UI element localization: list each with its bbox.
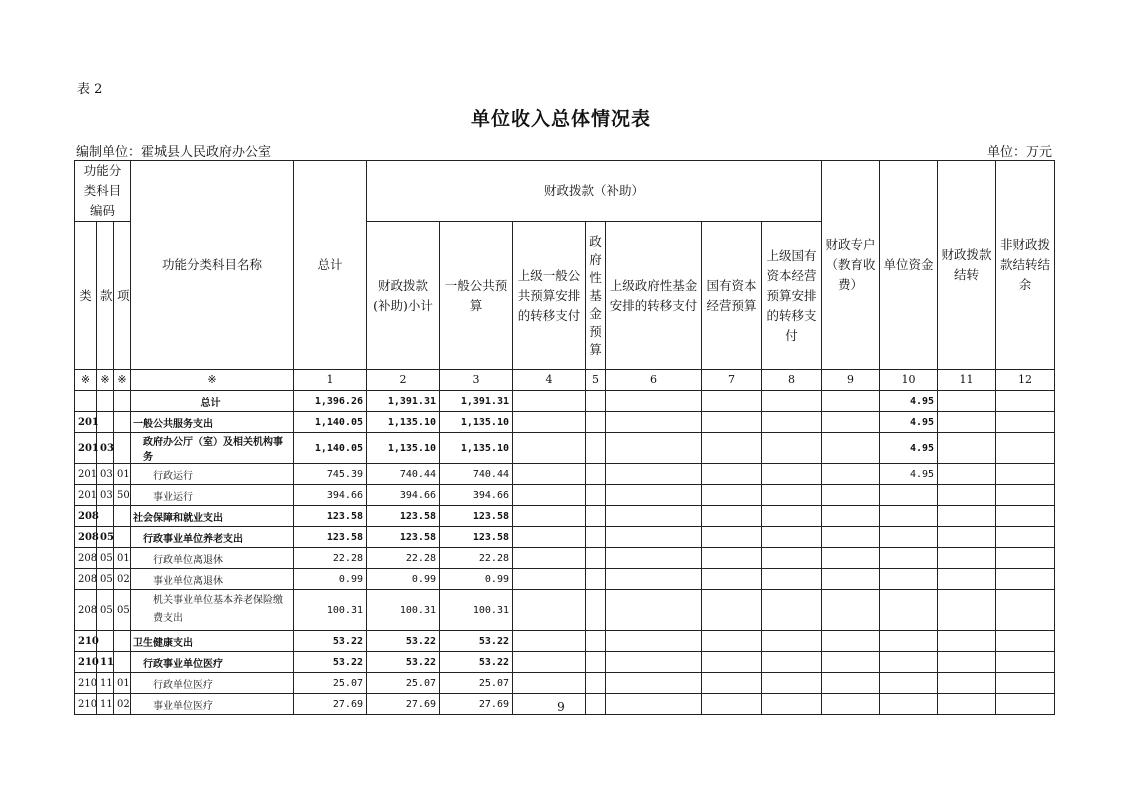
cell-empty (996, 464, 1055, 485)
cell-empty (513, 433, 586, 464)
table-row (75, 631, 1055, 652)
cell-empty (822, 433, 880, 464)
cell-empty (762, 391, 822, 412)
cell-empty (586, 391, 606, 412)
cell-empty (513, 548, 586, 569)
cell-empty (702, 548, 762, 569)
header-col7: 上级国有资本经营预算安排的转移支付 (762, 222, 822, 370)
cell-name: 总计 (131, 391, 294, 412)
cell-xiang: 01 (114, 673, 131, 694)
cell-empty (822, 412, 880, 433)
cell-xiang (114, 506, 131, 527)
cell-xiang: 05 (114, 590, 131, 631)
cell-kuan (97, 506, 114, 527)
cell-empty (996, 631, 1055, 652)
cell-empty (513, 673, 586, 694)
cell-xiang (114, 652, 131, 673)
cell-empty (938, 631, 996, 652)
cell-empty (822, 506, 880, 527)
cell-unit-funds (880, 652, 938, 673)
cell-unit-funds (880, 506, 938, 527)
header-code-group: 功能分类科目编码 (75, 161, 131, 222)
cell-subtotal: 100.31 (367, 590, 440, 631)
cell-empty (996, 433, 1055, 464)
cell-empty (586, 527, 606, 548)
cell-general: 25.07 (440, 673, 513, 694)
cell-name: 事业单位离退休 (131, 569, 294, 590)
index-cell: 9 (822, 370, 880, 391)
index-cell: ※ (131, 370, 294, 391)
cell-empty (513, 631, 586, 652)
cell-unit-funds (880, 527, 938, 548)
cell-name: 行政运行 (131, 464, 294, 485)
cell-kuan: 11 (97, 694, 114, 715)
cell-empty (938, 506, 996, 527)
header-kuan: 款 (97, 222, 114, 370)
index-cell: 5 (586, 370, 606, 391)
cell-empty (513, 485, 586, 506)
cell-lei: 210 (75, 673, 97, 694)
cell-empty (702, 527, 762, 548)
cell-subtotal: 53.22 (367, 652, 440, 673)
table-row (75, 673, 1055, 694)
header-col9: 单位资金 (880, 161, 938, 370)
index-cell: 7 (702, 370, 762, 391)
cell-lei: 210 (75, 631, 97, 652)
cell-empty (822, 652, 880, 673)
cell-empty (996, 506, 1055, 527)
cell-empty (938, 673, 996, 694)
cell-lei: 208 (75, 590, 97, 631)
cell-empty (586, 433, 606, 464)
cell-name: 机关事业单位基本养老保险缴费支出 (131, 590, 294, 631)
cell-subtotal: 27.69 (367, 694, 440, 715)
cell-total: 394.66 (294, 485, 367, 506)
cell-unit-funds (880, 673, 938, 694)
cell-kuan: 03 (97, 464, 114, 485)
cell-name: 政府办公厅（室）及相关机构事务 (131, 433, 294, 464)
cell-empty (513, 590, 586, 631)
cell-empty (938, 652, 996, 673)
cell-empty (822, 631, 880, 652)
currency-unit: 单位：万元 (986, 145, 1052, 160)
cell-empty (702, 590, 762, 631)
cell-empty (586, 569, 606, 590)
cell-general: 27.69 (440, 694, 513, 715)
cell-empty (996, 673, 1055, 694)
cell-general: 22.28 (440, 548, 513, 569)
index-cell: 10 (880, 370, 938, 391)
cell-lei: 208 (75, 569, 97, 590)
cell-kuan (97, 631, 114, 652)
cell-empty (702, 673, 762, 694)
cell-empty (762, 673, 822, 694)
header-col8: 财政专户（教育收费） (822, 161, 880, 370)
header-col6: 国有资本经营预算 (702, 222, 762, 370)
cell-empty (996, 652, 1055, 673)
cell-general: 100.31 (440, 590, 513, 631)
cell-subtotal: 1,135.10 (367, 412, 440, 433)
cell-subtotal: 1,135.10 (367, 433, 440, 464)
cell-xiang: 02 (114, 694, 131, 715)
cell-empty (513, 412, 586, 433)
table-row (75, 590, 1055, 631)
cell-general: 123.58 (440, 506, 513, 527)
cell-empty (606, 569, 702, 590)
cell-lei: 201 (75, 412, 97, 433)
cell-empty (702, 506, 762, 527)
cell-empty (762, 631, 822, 652)
header-col2: 一般公共预算 (440, 222, 513, 370)
index-cell: 11 (938, 370, 996, 391)
cell-empty (606, 631, 702, 652)
cell-name: 行政单位医疗 (131, 673, 294, 694)
header-col3: 上级一般公共预算安排的转移支付 (513, 222, 586, 370)
cell-empty (996, 590, 1055, 631)
cell-subtotal: 25.07 (367, 673, 440, 694)
cell-empty (938, 464, 996, 485)
cell-empty (762, 590, 822, 631)
table-row (75, 391, 1055, 412)
cell-total: 1,140.05 (294, 412, 367, 433)
table-row (75, 412, 1055, 433)
cell-general: 740.44 (440, 464, 513, 485)
cell-empty (586, 652, 606, 673)
cell-subtotal: 123.58 (367, 527, 440, 548)
cell-name: 事业单位医疗 (131, 694, 294, 715)
cell-empty (996, 548, 1055, 569)
index-cell: 3 (440, 370, 513, 391)
header-xiang: 项 (114, 222, 131, 370)
cell-empty (996, 485, 1055, 506)
cell-empty (938, 590, 996, 631)
cell-xiang: 02 (114, 569, 131, 590)
header-col1: 财政拨款(补助)小计 (367, 222, 440, 370)
cell-empty (586, 485, 606, 506)
cell-xiang (114, 391, 131, 412)
cell-name: 行政事业单位医疗 (131, 652, 294, 673)
cell-empty (702, 391, 762, 412)
cell-empty (606, 590, 702, 631)
table-row (75, 433, 1055, 464)
cell-kuan: 03 (97, 485, 114, 506)
cell-kuan: 05 (97, 569, 114, 590)
cell-subtotal: 1,391.31 (367, 391, 440, 412)
cell-name: 卫生健康支出 (131, 631, 294, 652)
cell-empty (702, 433, 762, 464)
cell-empty (762, 464, 822, 485)
table-row (75, 464, 1055, 485)
index-row (75, 370, 1055, 391)
cell-xiang (114, 527, 131, 548)
cell-total: 53.22 (294, 631, 367, 652)
cell-empty (702, 485, 762, 506)
cell-empty (606, 548, 702, 569)
cell-unit-funds (880, 485, 938, 506)
cell-lei: 201 (75, 464, 97, 485)
cell-xiang: 01 (114, 548, 131, 569)
cell-kuan (97, 391, 114, 412)
cell-kuan: 05 (97, 590, 114, 631)
header-col4: 政府性基金预算 (586, 222, 606, 370)
cell-subtotal: 123.58 (367, 506, 440, 527)
cell-total: 123.58 (294, 506, 367, 527)
index-cell: 1 (294, 370, 367, 391)
cell-total: 25.07 (294, 673, 367, 694)
cell-empty (606, 433, 702, 464)
cell-total: 0.99 (294, 569, 367, 590)
cell-empty (822, 485, 880, 506)
compiling-unit: 编制单位：霍城县人民政府办公室 (76, 145, 272, 160)
cell-empty (822, 464, 880, 485)
cell-subtotal: 0.99 (367, 569, 440, 590)
cell-general: 0.99 (440, 569, 513, 590)
cell-empty (938, 433, 996, 464)
cell-empty (822, 391, 880, 412)
cell-empty (586, 506, 606, 527)
cell-subtotal: 394.66 (367, 485, 440, 506)
cell-empty (762, 548, 822, 569)
cell-empty (762, 569, 822, 590)
cell-empty (938, 412, 996, 433)
cell-subtotal: 22.28 (367, 548, 440, 569)
cell-empty (606, 527, 702, 548)
cell-lei: 208 (75, 506, 97, 527)
cell-empty (822, 569, 880, 590)
cell-empty (762, 652, 822, 673)
cell-unit-funds: 4.95 (880, 433, 938, 464)
cell-lei: 201 (75, 433, 97, 464)
cell-total: 1,396.26 (294, 391, 367, 412)
cell-empty (938, 485, 996, 506)
cell-empty (702, 652, 762, 673)
cell-empty (938, 569, 996, 590)
cell-empty (586, 673, 606, 694)
cell-empty (586, 631, 606, 652)
cell-name: 行政单位离退休 (131, 548, 294, 569)
cell-kuan: 05 (97, 548, 114, 569)
cell-empty (586, 548, 606, 569)
cell-lei: 201 (75, 485, 97, 506)
cell-kuan: 11 (97, 652, 114, 673)
cell-empty (762, 506, 822, 527)
cell-unit-funds: 4.95 (880, 464, 938, 485)
cell-empty (762, 433, 822, 464)
cell-empty (822, 527, 880, 548)
cell-empty (513, 464, 586, 485)
cell-xiang: 50 (114, 485, 131, 506)
cell-empty (513, 569, 586, 590)
cell-empty (586, 464, 606, 485)
cell-xiang (114, 412, 131, 433)
cell-unit-funds (880, 590, 938, 631)
index-cell: ※ (97, 370, 114, 391)
cell-empty (996, 527, 1055, 548)
cell-empty (938, 548, 996, 569)
cell-lei: 210 (75, 652, 97, 673)
cell-name: 一般公共服务支出 (131, 412, 294, 433)
cell-empty (606, 485, 702, 506)
cell-empty (702, 412, 762, 433)
cell-empty (938, 527, 996, 548)
cell-empty (702, 569, 762, 590)
cell-unit-funds (880, 569, 938, 590)
cell-total: 123.58 (294, 527, 367, 548)
cell-lei: 208 (75, 527, 97, 548)
cell-kuan: 11 (97, 673, 114, 694)
header-fiscal-group: 财政拨款（补助） (367, 161, 822, 222)
cell-empty (762, 527, 822, 548)
cell-empty (606, 464, 702, 485)
table-row (75, 485, 1055, 506)
cell-general: 394.66 (440, 485, 513, 506)
cell-lei: 208 (75, 548, 97, 569)
cell-empty (702, 631, 762, 652)
index-cell: 8 (762, 370, 822, 391)
index-cell: ※ (114, 370, 131, 391)
cell-name: 行政事业单位养老支出 (131, 527, 294, 548)
table-row (75, 548, 1055, 569)
cell-empty (996, 412, 1055, 433)
cell-total: 1,140.05 (294, 433, 367, 464)
header-name: 功能分类科目名称 (131, 161, 294, 370)
cell-empty (822, 548, 880, 569)
cell-unit-funds (880, 548, 938, 569)
index-cell: 2 (367, 370, 440, 391)
header-total: 总计 (294, 161, 367, 370)
cell-kuan: 05 (97, 527, 114, 548)
cell-empty (513, 391, 586, 412)
income-table (74, 160, 1055, 715)
cell-empty (702, 464, 762, 485)
cell-general: 53.22 (440, 652, 513, 673)
cell-unit-funds (880, 631, 938, 652)
table-row (75, 527, 1055, 548)
cell-empty (513, 506, 586, 527)
cell-name: 事业运行 (131, 485, 294, 506)
cell-empty (996, 569, 1055, 590)
cell-empty (586, 590, 606, 631)
index-cell: 12 (996, 370, 1055, 391)
cell-empty (513, 527, 586, 548)
cell-empty (762, 412, 822, 433)
table-row (75, 506, 1055, 527)
cell-lei: 210 (75, 694, 97, 715)
cell-general: 1,135.10 (440, 412, 513, 433)
cell-subtotal: 740.44 (367, 464, 440, 485)
cell-lei (75, 391, 97, 412)
cell-empty (938, 391, 996, 412)
cell-unit-funds: 4.95 (880, 391, 938, 412)
header-col5: 上级政府性基金安排的转移支付 (606, 222, 702, 370)
cell-general: 123.58 (440, 527, 513, 548)
table-row (75, 569, 1055, 590)
cell-xiang (114, 631, 131, 652)
index-cell: 4 (513, 370, 586, 391)
header-lei: 类 (75, 222, 97, 370)
header-col10: 财政拨款结转 (938, 161, 996, 370)
cell-kuan (97, 412, 114, 433)
cell-kuan: 03 (97, 433, 114, 464)
header-col11: 非财政拨款结转结余 (996, 161, 1055, 370)
cell-total: 53.22 (294, 652, 367, 673)
cell-empty (996, 391, 1055, 412)
index-cell: 6 (606, 370, 702, 391)
cell-empty (606, 391, 702, 412)
cell-general: 1,135.10 (440, 433, 513, 464)
cell-empty (606, 506, 702, 527)
cell-xiang: 01 (114, 464, 131, 485)
cell-general: 53.22 (440, 631, 513, 652)
cell-total: 27.69 (294, 694, 367, 715)
cell-empty (606, 652, 702, 673)
cell-empty (762, 485, 822, 506)
table-tag: 表 2 (77, 82, 103, 97)
cell-empty (513, 652, 586, 673)
cell-total: 100.31 (294, 590, 367, 631)
cell-total: 22.28 (294, 548, 367, 569)
page-number: 9 (557, 700, 565, 714)
cell-unit-funds: 4.95 (880, 412, 938, 433)
cell-empty (822, 590, 880, 631)
index-cell: ※ (75, 370, 97, 391)
cell-empty (586, 412, 606, 433)
cell-empty (822, 673, 880, 694)
table-row (75, 652, 1055, 673)
cell-empty (606, 673, 702, 694)
page-title: 单位收入总体情况表 (470, 108, 651, 130)
cell-xiang (114, 433, 131, 464)
cell-empty (606, 412, 702, 433)
cell-name: 社会保障和就业支出 (131, 506, 294, 527)
cell-total: 745.39 (294, 464, 367, 485)
cell-subtotal: 53.22 (367, 631, 440, 652)
cell-general: 1,391.31 (440, 391, 513, 412)
